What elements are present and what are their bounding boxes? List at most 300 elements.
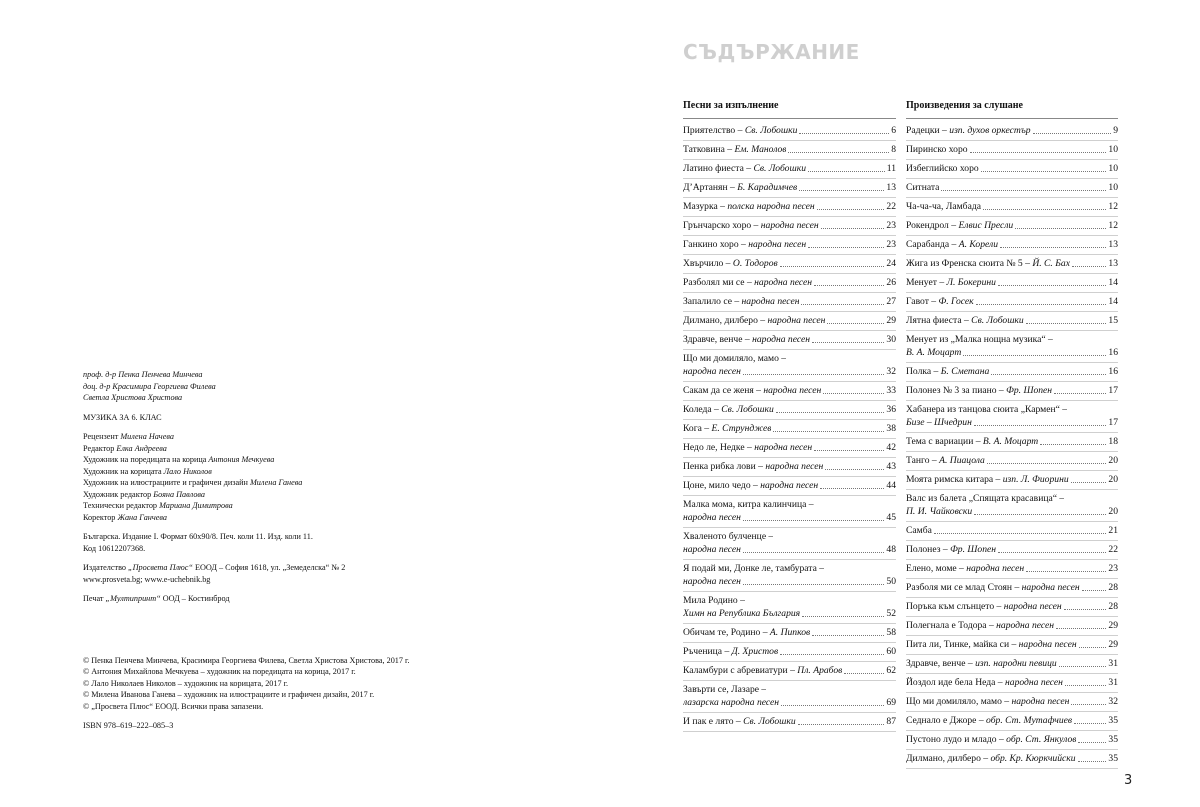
leader-dots — [773, 431, 884, 432]
entry-title — [683, 530, 773, 543]
toc-row — [683, 479, 896, 492]
entry-title — [906, 473, 1069, 486]
credit-line — [83, 477, 563, 489]
entry-descriptor: народна песен — [748, 239, 807, 250]
entry-descriptor: народна песен — [754, 442, 813, 453]
toc-row — [683, 715, 896, 728]
entry-author: А. Пиацола — [939, 455, 985, 466]
entry-title — [906, 276, 996, 289]
toc-row — [683, 143, 896, 156]
entry-title — [683, 715, 796, 728]
leader-dots — [1059, 666, 1107, 667]
toc-entry — [906, 433, 1118, 452]
entry-title-text: Сарабанда – — [906, 239, 959, 250]
toc-entry — [906, 560, 1118, 579]
leader-dots — [844, 673, 884, 674]
entry-page: 38 — [886, 423, 896, 434]
entry-descriptor: народна песен — [1018, 639, 1077, 650]
entry-page: 12 — [1108, 201, 1118, 212]
entry-title-text: Запалило се – народна песен — [683, 296, 800, 307]
toc-row — [683, 511, 896, 524]
credit-name: Мариана Димитрова — [159, 501, 233, 510]
entry-author: Елвис Пресли — [958, 220, 1014, 231]
toc-entry — [906, 655, 1118, 674]
entry-author: Св. Лобошки — [721, 404, 774, 415]
toc-row — [906, 200, 1118, 213]
entry-title-text: Лятна фиеста – — [906, 315, 972, 326]
toc-row — [906, 219, 1118, 232]
entry-title-text: Рокендрол – — [906, 220, 959, 231]
credit-line — [83, 489, 563, 501]
entry-author: А. Корели — [958, 239, 998, 250]
credit-line — [83, 454, 563, 466]
toc-row — [683, 607, 896, 620]
leader-dots — [743, 552, 884, 553]
toc-entry — [683, 420, 896, 439]
toc-row — [683, 295, 896, 308]
entry-descriptor: народна песен — [1005, 677, 1063, 688]
entry-title — [683, 645, 778, 658]
toc-entry — [683, 401, 896, 420]
entry-title — [906, 219, 1013, 232]
entry-title-text: Що ми домиляло, мамо – народна песен — [906, 696, 1070, 707]
entry-page: 8 — [891, 144, 896, 155]
toc-row — [683, 276, 896, 289]
publisher-address: ЕООД – София 1618, ул. „Земеделска“ № 2 — [192, 563, 346, 572]
listening-heading-rule — [906, 118, 1118, 119]
toc-row — [683, 664, 896, 677]
entry-title-text: Хвърчило – — [683, 258, 733, 269]
entry-descriptor: народна песен — [966, 563, 1025, 574]
leader-dots — [974, 514, 1106, 515]
entry-title — [906, 619, 1054, 632]
toc-row — [906, 435, 1118, 448]
entry-page: 14 — [1108, 277, 1118, 288]
entry-title — [683, 352, 786, 365]
toc-entry — [683, 312, 896, 331]
entry-title-text: Здравче, венче – — [906, 658, 976, 669]
listening-list — [906, 122, 1118, 769]
toc-entry — [906, 712, 1118, 731]
entry-title-line2: Бизе – Шчедрин — [906, 417, 972, 428]
entry-title — [683, 295, 799, 308]
credit-name: Милена Начева — [120, 432, 174, 441]
entry-page: 36 — [886, 404, 896, 415]
entry-title — [906, 695, 1069, 708]
toc-entry — [906, 198, 1118, 217]
entry-page: 29 — [1108, 620, 1118, 631]
entry-title — [683, 479, 818, 492]
toc-row — [683, 543, 896, 556]
entry-title-text: Що ми домиляло, мамо – — [683, 353, 787, 364]
entry-descriptor: народна песен — [767, 315, 826, 326]
entry-title-text: Разболя ми се млад Стоян – народна песен — [906, 582, 1080, 593]
leader-dots — [1082, 590, 1107, 591]
toc-row — [683, 219, 896, 232]
entry-title — [906, 657, 1057, 670]
entry-title — [906, 435, 1038, 448]
leader-dots — [934, 533, 1107, 534]
entry-page: 16 — [1108, 366, 1118, 377]
entry-page: 42 — [886, 442, 896, 453]
entry-title — [906, 454, 985, 467]
colophon — [83, 369, 563, 732]
leader-dots — [812, 635, 884, 636]
entry-page: 48 — [886, 544, 896, 555]
toc-entry — [906, 255, 1118, 274]
toc-row — [906, 505, 1118, 518]
entry-page: 32 — [1108, 696, 1118, 707]
leader-dots — [998, 552, 1106, 553]
credit-role: Художник редактор — [83, 489, 154, 499]
credit-line — [83, 512, 563, 524]
toc-entry — [683, 274, 896, 293]
leader-dots — [801, 304, 884, 305]
leader-dots — [1071, 482, 1107, 483]
entry-title-text: Валс из балета „Спящата красавица“ – — [906, 493, 1065, 504]
credit-name: Бояна Павлова — [153, 489, 206, 499]
entry-title-line2: народна песен — [683, 366, 741, 377]
entry-title — [906, 733, 1076, 746]
toc-row — [906, 492, 1118, 505]
entry-title — [683, 162, 806, 175]
copyright-1: © Пенка Пенчева Минчева, Красимира Георгиева Филева, Светла Христова Христова, 2017 г. — [83, 655, 410, 665]
entry-title — [683, 238, 806, 251]
entry-title — [683, 257, 778, 270]
leader-dots — [976, 304, 1107, 305]
entry-title — [906, 543, 996, 556]
entry-page: 22 — [1108, 544, 1118, 555]
leader-dots — [820, 488, 884, 489]
entry-page: 45 — [886, 512, 896, 523]
toc-entry — [906, 293, 1118, 312]
entry-title-text: Тема с вариации – — [906, 436, 983, 447]
leader-dots — [1074, 723, 1106, 724]
leader-dots — [963, 355, 1106, 356]
entry-title-text: Гавот – — [906, 296, 939, 307]
entry-title-text: Мила Родино – — [683, 595, 745, 606]
copyright-2: © Антония Михайлова Мечкуева – художник на поредицата на корица, 2017 г. — [83, 667, 356, 676]
entry-title-text: Дилмано, дилберо – — [906, 753, 991, 764]
printer-line — [83, 593, 563, 605]
songs-heading: Песни за изпълнение — [683, 100, 779, 111]
toc-row — [683, 257, 896, 270]
toc-entry — [683, 198, 896, 217]
entry-page: 10 — [1108, 144, 1118, 155]
toc-row — [906, 733, 1118, 746]
entry-title-line2: народна песен — [683, 544, 741, 555]
entry-title — [906, 257, 1070, 270]
leader-dots — [799, 133, 889, 134]
credit-name: Жана Ганчева — [117, 512, 167, 522]
publisher-line — [83, 562, 563, 574]
leader-dots — [1079, 647, 1107, 648]
entry-title-text: Избеглийско хоро — [906, 163, 979, 174]
toc-row — [683, 181, 896, 194]
leader-dots — [1000, 247, 1106, 248]
toc-row — [683, 460, 896, 473]
toc-row — [683, 696, 896, 709]
entry-page: 32 — [886, 366, 896, 377]
entry-title — [683, 333, 810, 346]
entry-page: 30 — [886, 334, 896, 345]
entry-title-text: Приятелство – — [683, 125, 745, 136]
credit-name: Антония Мечкуева — [208, 455, 275, 464]
toc-entry — [906, 312, 1118, 331]
entry-title — [906, 295, 974, 308]
entry-title-text: И пак е лято – — [683, 716, 744, 727]
toc-row — [683, 530, 896, 543]
entry-title-text: Здравче, венче – народна песен — [683, 334, 811, 345]
toc-row — [906, 752, 1118, 765]
entry-title-text: Разболял ми се – народна песен — [683, 277, 813, 288]
toc-entry — [683, 592, 896, 624]
entry-page: 43 — [886, 461, 896, 472]
entry-descriptor: народна песен — [996, 620, 1055, 631]
toc-entry — [683, 141, 896, 160]
entry-descriptor: народна песен — [752, 334, 811, 345]
toc-entry — [906, 617, 1118, 636]
entry-author: Св. Лобошки — [744, 125, 798, 136]
entry-title — [906, 365, 989, 378]
toc-row — [906, 416, 1118, 429]
toc-entry — [683, 350, 896, 382]
entry-title-line2: В. А. Моцарт — [906, 347, 962, 358]
printer-name: „Мултипринт“ — [105, 594, 161, 603]
entry-title-text: Радецки – — [906, 125, 950, 136]
toc-entry — [906, 490, 1118, 522]
songs-list — [683, 122, 896, 732]
toc-row — [906, 295, 1118, 308]
credit-role: Художник на илюстрациите и графичен дизайн — [83, 478, 250, 487]
entry-author: В. А. Моцарт — [982, 436, 1039, 447]
entry-author: А. Пипков — [769, 627, 811, 638]
toc-entry — [683, 458, 896, 477]
toc-entry — [906, 636, 1118, 655]
entry-title-text: Ситната — [906, 182, 940, 193]
entry-page: 60 — [886, 646, 896, 657]
entry-title-text: Сакам да се женя – народна песен — [683, 385, 822, 396]
entry-page: 58 — [886, 627, 896, 638]
entry-page: 35 — [1108, 734, 1118, 745]
publisher-url: www.prosveta.bg; www.e-uchebnik.bg — [83, 574, 211, 584]
toc-row — [683, 238, 896, 251]
entry-title-text: Елено, моме – народна песен — [906, 563, 1025, 574]
publisher-prefix: Издателство — [83, 563, 129, 572]
entry-title-text: Моята римска китара – — [906, 474, 1003, 485]
entry-title-text: Пита ли, Тинке, майка си – народна песен — [906, 639, 1077, 650]
entry-author: Св. Лобошки — [971, 315, 1024, 326]
entry-title-text: Жига из Френска сюита № 5 – — [906, 258, 1033, 269]
author-3: Светла Христова Христова — [83, 393, 183, 402]
leader-dots — [1054, 393, 1106, 394]
entry-title — [906, 492, 1064, 505]
toc-row — [683, 683, 896, 696]
toc-entry — [683, 662, 896, 681]
entry-descriptor: народна песен — [1021, 582, 1080, 593]
entry-title — [683, 314, 825, 327]
entry-page: 21 — [1108, 525, 1118, 536]
toc-row — [683, 352, 896, 365]
entry-descriptor: народна песен — [763, 385, 822, 396]
entry-page: 20 — [1108, 474, 1118, 485]
leader-dots — [1033, 133, 1112, 134]
entry-page: 12 — [1108, 220, 1118, 231]
entry-title-line2: народна песен — [683, 512, 741, 523]
entry-title-text: Завърти се, Лазаре – — [683, 684, 767, 695]
printer-prefix: Печат — [83, 594, 106, 603]
leader-dots — [817, 209, 885, 210]
entry-title — [906, 524, 932, 537]
toc-row — [906, 454, 1118, 467]
entry-page: 10 — [1108, 163, 1118, 174]
entry-page: 20 — [1108, 506, 1118, 517]
leader-dots — [825, 469, 884, 470]
entry-title — [906, 714, 1072, 727]
leader-dots — [743, 520, 884, 521]
leader-dots — [1072, 266, 1106, 267]
entry-title — [906, 143, 968, 156]
entry-title-line2: народна песен — [683, 576, 741, 587]
printer-suffix: ООД – Костинброд — [160, 594, 230, 603]
credit-role: Технически редактор — [83, 501, 160, 510]
leader-dots — [827, 323, 884, 324]
entry-page: 35 — [1108, 753, 1118, 764]
entry-title — [683, 276, 812, 289]
entry-title-text: Каламбури с абревиатури – — [683, 665, 798, 676]
entry-title — [683, 143, 786, 156]
entry-page: 52 — [886, 608, 896, 619]
entry-title — [906, 384, 1052, 397]
toc-row — [906, 257, 1118, 270]
leader-dots — [1064, 609, 1107, 610]
entry-title-text: Менует – — [906, 277, 947, 288]
entry-page: 23 — [886, 220, 896, 231]
leader-dots — [743, 584, 884, 585]
entry-author: Е. Струнджев — [711, 423, 772, 434]
toc-entry — [683, 528, 896, 560]
leader-dots — [1078, 761, 1107, 762]
toc-entry — [683, 681, 896, 713]
entry-title-text: Самба — [906, 525, 932, 536]
entry-title-line2: П. И. Чайковски — [906, 506, 973, 517]
entry-page: 33 — [886, 385, 896, 396]
toc-row — [683, 594, 896, 607]
leader-dots — [970, 152, 1107, 153]
entry-page: 23 — [886, 239, 896, 250]
entry-title-text: Пенка рибка лови – народна песен — [683, 461, 824, 472]
leader-dots — [1040, 444, 1106, 445]
entry-page: 87 — [886, 716, 896, 727]
entry-page: 23 — [1108, 563, 1118, 574]
entry-page: 28 — [1108, 582, 1118, 593]
toc-row — [906, 676, 1118, 689]
entry-page: 26 — [886, 277, 896, 288]
toc-row — [906, 346, 1118, 359]
entry-title-text: Ча-ча-ча, Ламбада — [906, 201, 981, 212]
entry-title-text: Кога – — [683, 423, 712, 434]
entry-author: Д. Христов — [731, 646, 779, 657]
entry-author: Пл. Арабов — [797, 665, 843, 676]
copyright-5: © „Просвета Плюс“ ЕООД. Всички права запазени. — [83, 701, 264, 711]
toc-entry — [683, 624, 896, 643]
toc-row — [906, 600, 1118, 613]
entry-title — [683, 200, 815, 213]
toc-entry — [906, 141, 1118, 160]
copyright-3: © Лало Николаев Николов – художник на корицата, 2017 г. — [83, 678, 289, 688]
listening-heading: Произведения за слушане — [906, 100, 1023, 111]
toc-entry — [683, 217, 896, 236]
entry-author: изп. духов оркестър — [949, 125, 1031, 136]
entry-title-text: Пиринско хоро — [906, 144, 968, 155]
toc-row — [906, 181, 1118, 194]
entry-author: Й. С. Бах — [1032, 258, 1070, 269]
entry-author: обр. Ст. Янкулов — [1006, 734, 1077, 745]
toc-row — [906, 619, 1118, 632]
entry-page: 22 — [886, 201, 896, 212]
leader-dots — [991, 374, 1106, 375]
toc-entry — [683, 477, 896, 496]
entry-title-text: Я подай ми, Донке ле, тамбурата – — [683, 563, 825, 574]
entry-title — [683, 384, 821, 397]
entry-title — [683, 683, 766, 696]
entry-page: 6 — [891, 125, 896, 136]
entry-page: 27 — [886, 296, 896, 307]
entry-page: 10 — [1108, 182, 1118, 193]
toc-entry — [683, 122, 896, 141]
entry-title-text: Недо ле, Недке – народна песен — [683, 442, 813, 453]
toc-row — [683, 365, 896, 378]
toc-row — [906, 162, 1118, 175]
entry-page: 44 — [886, 480, 896, 491]
entry-title — [683, 181, 797, 194]
entry-author: изп. народни певици — [975, 658, 1057, 669]
entry-title — [683, 594, 745, 607]
toc-entry — [906, 363, 1118, 382]
credit-role: Коректор — [83, 512, 118, 522]
leader-dots — [780, 654, 884, 655]
toc-row — [683, 333, 896, 346]
entry-author: Св. Лобошки — [753, 163, 807, 174]
toc-row — [683, 498, 896, 511]
entry-title-text: Полонез № 3 за пиано – — [906, 385, 1007, 396]
entry-title — [683, 460, 823, 473]
isbn: ISBN 978–619–222–085–3 — [83, 721, 174, 730]
leader-dots — [799, 190, 884, 191]
toc-entry — [683, 179, 896, 198]
entry-descriptor: народна песен — [754, 277, 813, 288]
credit-name: Лало Николов — [163, 466, 212, 476]
toc-row — [906, 524, 1118, 537]
entry-title-text: Коледа – — [683, 404, 722, 415]
toc-row — [683, 314, 896, 327]
credit-line — [83, 466, 563, 478]
toc-row — [906, 333, 1118, 346]
entry-title — [906, 314, 1024, 327]
edition-line-2: Код 10612207368. — [83, 543, 146, 553]
entry-page: 17 — [1108, 417, 1118, 428]
entry-author: Л. Бокерини — [946, 277, 996, 288]
entry-page: 16 — [1108, 347, 1118, 358]
entry-title — [906, 162, 979, 175]
entry-title-line2: Химн на Република България — [683, 608, 801, 619]
toc-entry — [906, 274, 1118, 293]
credit-role: Редактор — [83, 443, 117, 453]
entry-author: Св. Лобошки — [743, 716, 796, 727]
songs-heading-rule — [683, 118, 896, 119]
entry-title — [683, 441, 812, 454]
entry-page: 11 — [886, 163, 896, 174]
